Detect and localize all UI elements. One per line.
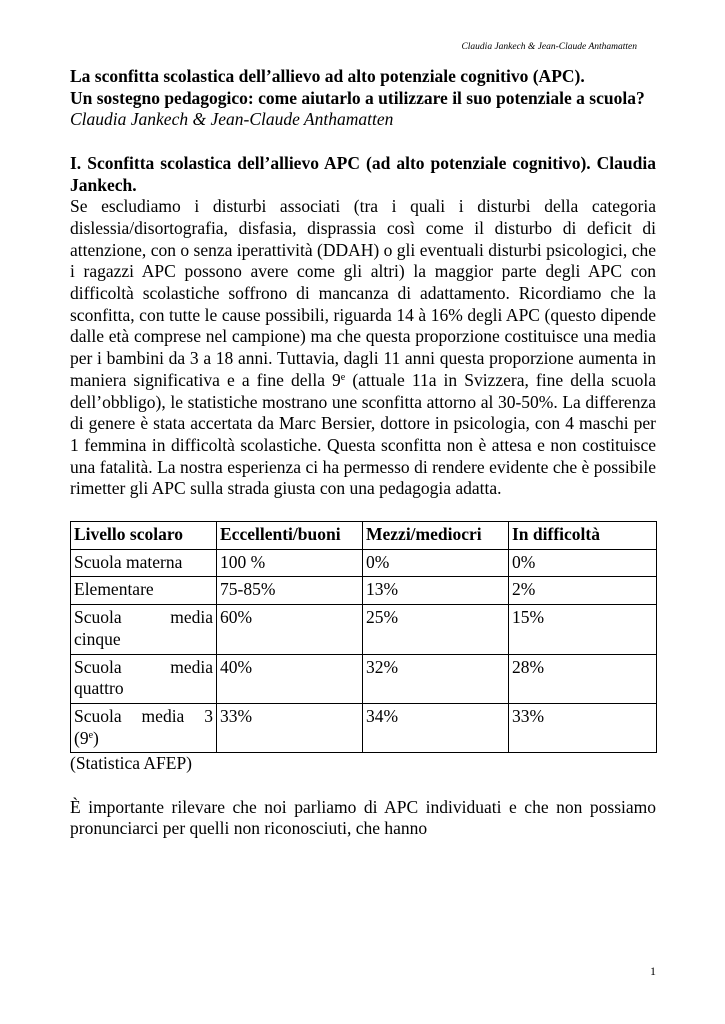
column-header: In difficoltà xyxy=(509,522,657,550)
title-line-2: Un sostegno pedagogico: come aiutarlo a utilizzare il suo potenziale a scuola? xyxy=(70,87,645,108)
document-title xyxy=(70,66,656,109)
table-caption: (Statistica AFEP) xyxy=(70,753,193,774)
table-cell: 75-85% xyxy=(217,577,363,605)
table-cell: 34% xyxy=(363,703,509,752)
page-number: 1 xyxy=(650,964,656,978)
table-cell: 13% xyxy=(363,577,509,605)
table-row xyxy=(71,577,657,605)
table-cell: 25% xyxy=(363,605,509,654)
document-body xyxy=(70,66,656,840)
table-row xyxy=(71,549,657,577)
table-cell: 100 % xyxy=(217,549,363,577)
table-cell: Scuola media cinque xyxy=(71,605,217,654)
table-cell: 0% xyxy=(509,549,657,577)
table-row xyxy=(71,605,657,654)
table-cell: Scuola media 3 (9e) xyxy=(71,703,217,752)
table-cell: 0% xyxy=(363,549,509,577)
body-paragraph: Se escludiamo i disturbi associati (tra i quali i disturbi della categoria dislessia/disortografia, disfasia, disprassia così come il disturbo di deficit di attenzione, con o senza iperattività (DDAH) o gli eventuali disturbi psicologici, che i ragazzi APC possono avere come gli altri) la maggior parte degli APC con difficoltà scolastiche soffrono di mancanza di adattamento. Ricordiamo che la sconfitta, con tutte le cause possibili, riguarda 14 à 16% degli APC (questo dipende dalle età comprese nel campione) ma che questa proporzione costituisce una media per i bambini da 3 a 18 anni. Tuttavia, dagli 11 anni questa proporzione aumenta in maniera significativa e a fine della 9e (attuale 11a in Svizzera, fine della scuola dell’obbligo), le statistiche mostrano une sconfitta attorno al 30-50%. La differenza di genere è stata accertata da Marc Bersier, dottore in psicologia, con 4 maschi per 1 femmina in difficoltà scolastiche. Questa sconfitta non è attesa e non costituisce una fatalità. La nostra esperienza ci ha permesso di rendere evidente che è possibile rimetter gli APC sulla strada giusta con una pedagogia adatta. xyxy=(70,196,656,499)
table-cell: Elementare xyxy=(71,577,217,605)
running-header: Claudia Jankech & Jean-Claude Anthamatten xyxy=(461,42,637,52)
column-header: Mezzi/mediocri xyxy=(363,522,509,550)
table-cell: Scuola materna xyxy=(71,549,217,577)
table-cell: 15% xyxy=(509,605,657,654)
table-row xyxy=(71,654,657,703)
table-row xyxy=(71,703,657,752)
table-header-row xyxy=(71,522,657,550)
table-cell: 40% xyxy=(217,654,363,703)
table-cell: 33% xyxy=(509,703,657,752)
table-cell: 2% xyxy=(509,577,657,605)
superscript: e xyxy=(340,371,346,383)
closing-paragraph: È importante rilevare che noi parliamo di APC individuati e che non possiamo pronunciarci per quelli non riconosciuti, che hanno xyxy=(70,796,656,839)
table-cell: 32% xyxy=(363,654,509,703)
column-header: Livello scolaro xyxy=(71,522,217,550)
table-cell: 60% xyxy=(217,605,363,654)
section-heading: I. Sconfitta scolastica dell’allievo APC (ad alto potenziale cognitivo). Claudia Jankech. xyxy=(70,152,656,195)
authors: Claudia Jankech & Jean-Claude Anthamatten xyxy=(70,109,394,130)
table-cell: 33% xyxy=(217,703,363,752)
table-cell: 28% xyxy=(509,654,657,703)
statistics-table xyxy=(70,521,657,753)
table-cell: Scuola media quattro xyxy=(71,654,217,703)
column-header: Eccellenti/buoni xyxy=(217,522,363,550)
title-line-1: La sconfitta scolastica dell’allievo ad alto potenziale cognitivo (APC). xyxy=(70,66,585,86)
